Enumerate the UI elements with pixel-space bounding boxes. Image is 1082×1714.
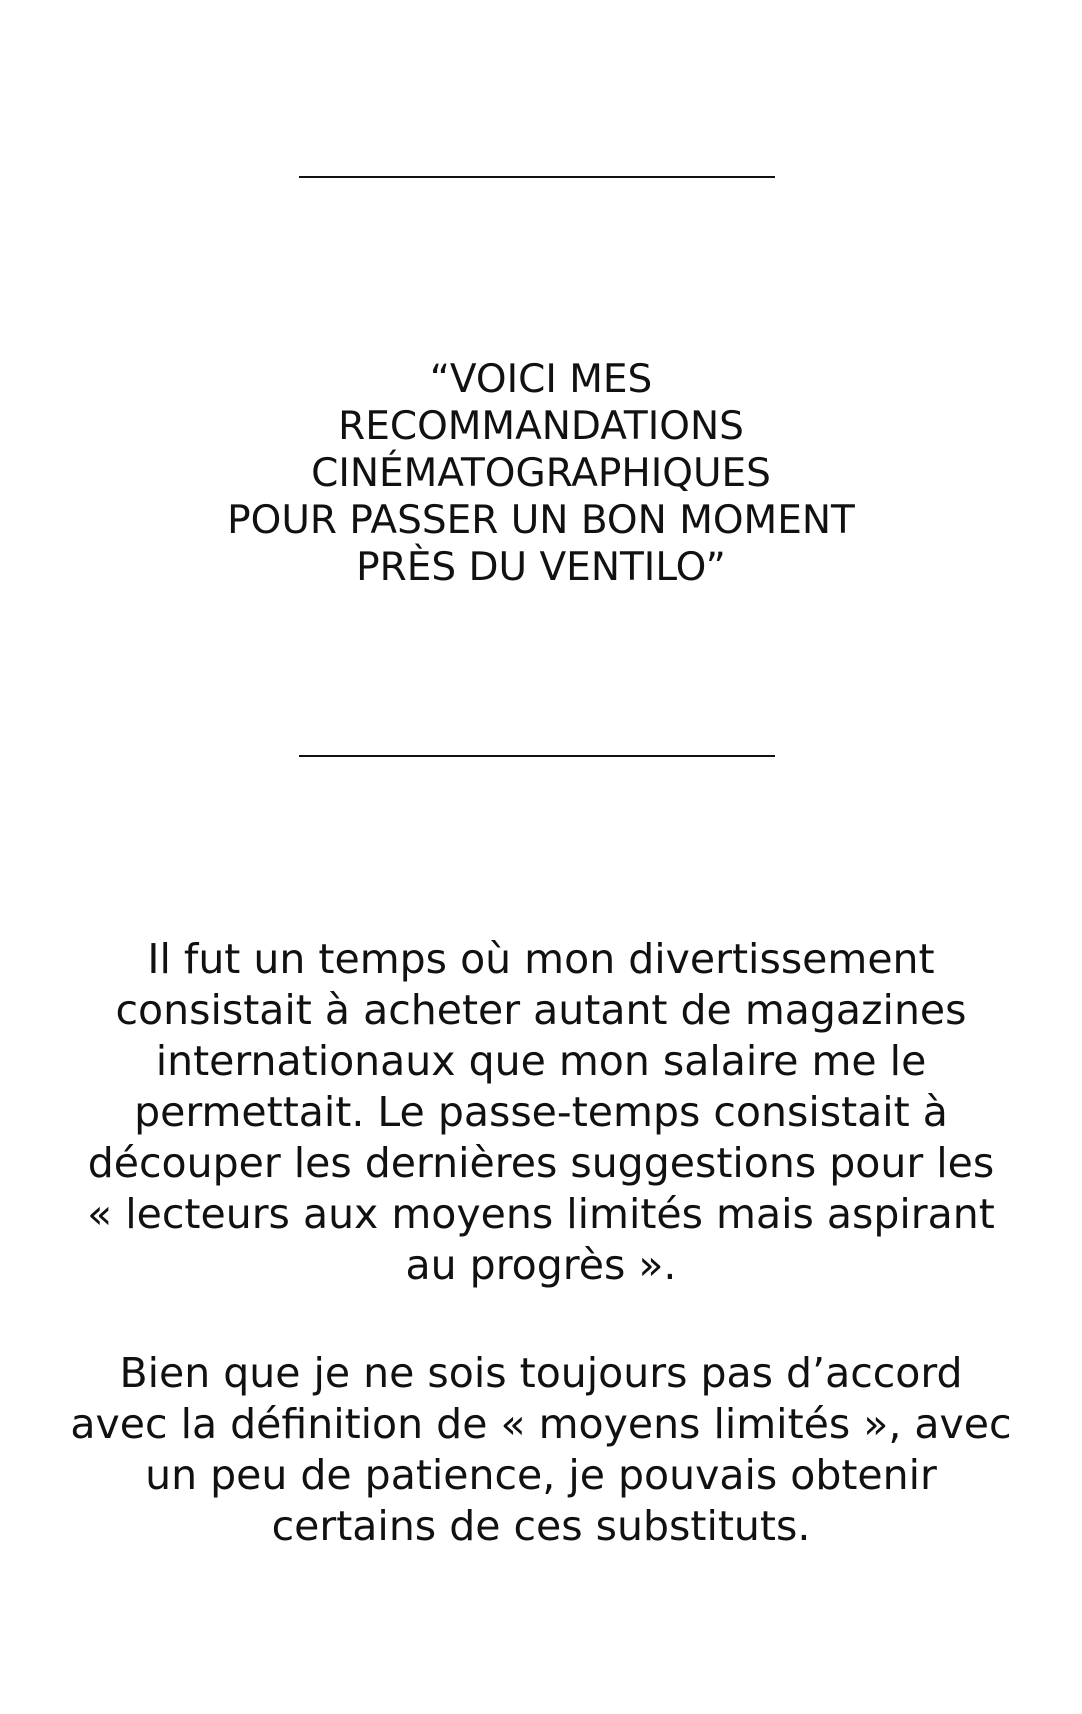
paragraph-line: « lecteurs aux moyens limités mais aspirant bbox=[87, 1190, 995, 1238]
bottom-divider bbox=[299, 755, 775, 757]
paragraph-line: avec la définition de « moyens limités », avec bbox=[70, 1400, 1012, 1448]
paragraph-line: découper les dernières suggestions pour les bbox=[87, 1139, 995, 1187]
paragraph-line: Bien que je ne sois toujours pas d’accord bbox=[119, 1349, 963, 1397]
paragraph-line: consistait à acheter autant de magazines bbox=[115, 986, 967, 1034]
paragraph-line: internationaux que mon salaire me le bbox=[155, 1037, 927, 1085]
body-paragraph-1 bbox=[0, 934, 1082, 1291]
paragraph-line: un peu de patience, je pouvais obtenir bbox=[145, 1451, 937, 1499]
paragraph-line: certains de ces substituts. bbox=[271, 1502, 811, 1550]
paragraph-line: au progrès ». bbox=[405, 1241, 677, 1289]
pull-quote-line: CINÉMATOGRAPHIQUES bbox=[311, 451, 771, 496]
body-paragraph-2 bbox=[0, 1348, 1082, 1552]
pull-quote-line: POUR PASSER UN BON MOMENT bbox=[227, 498, 855, 543]
paragraph-line: Il fut un temps où mon divertissement bbox=[147, 935, 935, 983]
pull-quote-line: PRÈS DU VENTILO” bbox=[356, 545, 726, 590]
paragraph-line: permettait. Le passe-temps consistait à bbox=[134, 1088, 948, 1136]
pull-quote-line: “VOICI MES bbox=[429, 357, 653, 402]
pull-quote bbox=[0, 356, 1082, 591]
pull-quote-line: RECOMMANDATIONS bbox=[338, 404, 744, 449]
top-divider bbox=[299, 176, 775, 178]
